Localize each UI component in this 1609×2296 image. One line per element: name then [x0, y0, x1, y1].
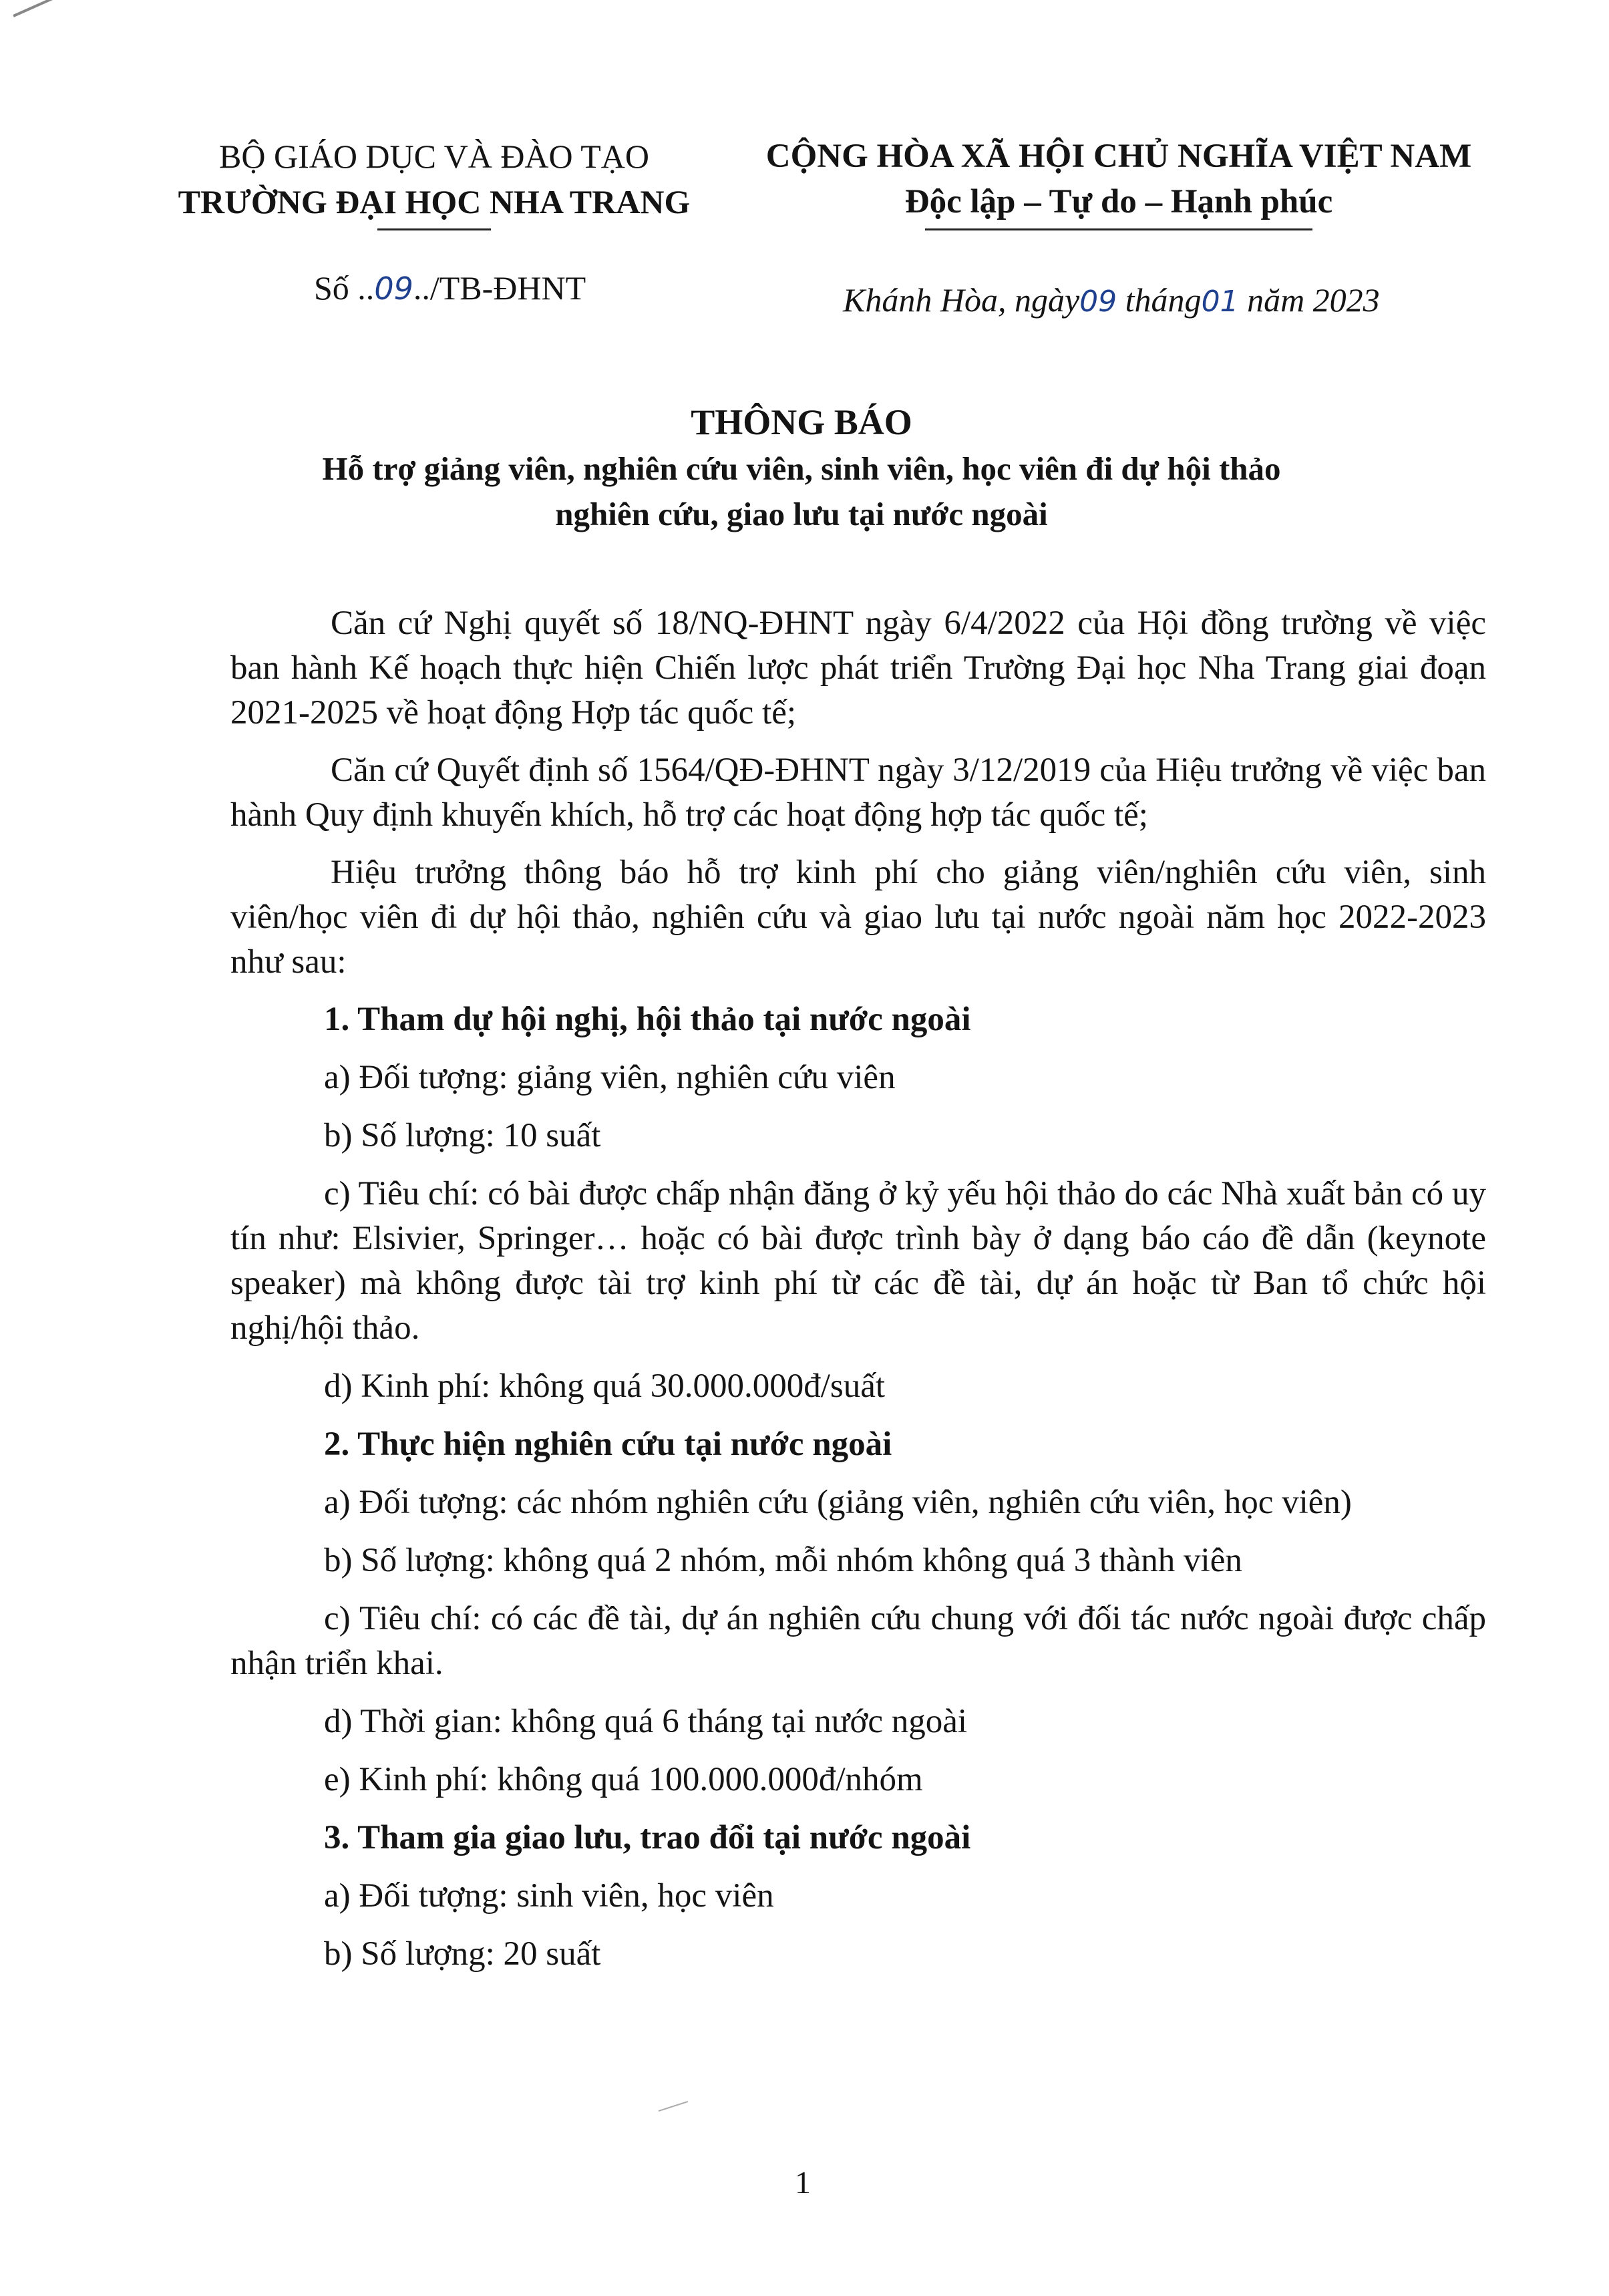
header-left — [147, 134, 721, 230]
header-right — [735, 134, 1503, 230]
nation-name: CỘNG HÒA XÃ HỘI CHỦ NGHĨA VIỆT NAM — [765, 138, 1472, 175]
page-number: 1 — [795, 2165, 811, 2200]
title-subject-line-1: Hỗ trợ giảng viên, nghiên cứu viên, sinh viên, học viên đi dự hội thảo — [322, 450, 1281, 487]
doc-number-suffix: ../TB-ĐHNT — [413, 269, 586, 307]
pen-mark — [659, 2101, 688, 2112]
section-2-item-c: c) Tiêu chí: có các đề tài, dự án nghiên cứu chung với đối tác nước ngoài được chấp nhận triển khai. — [230, 1600, 1486, 1682]
section-3-item-b: b) Số lượng: 20 suất — [324, 1935, 601, 1973]
national-motto: Độc lập – Tự do – Hạnh phúc — [904, 183, 1333, 220]
section-3-heading: 3. Tham gia giao lưu, trao đổi tại nước ngoài — [324, 1819, 971, 1856]
university-name: TRƯỜNG ĐẠI HỌC NHA TRANG — [178, 183, 691, 220]
intro-paragraph-1: Căn cứ Nghị quyết số 18/NQ-ĐHNT ngày 6/4/2022 của Hội đồng trường về việc ban hành Kế hoạch thực hiện Chiến lược phát triển Trường Đại học Nha Trang giai đoạn 2021-2025 về hoạt động Hợp tác quốc tế; — [230, 605, 1486, 731]
date-month: 01 — [1201, 285, 1239, 319]
doc-number-handwritten: 09 — [374, 271, 413, 307]
section-2-item-a: a) Đối tượng: các nhóm nghiên cứu (giảng viên, nghiên cứu viên, học viên) — [324, 1484, 1352, 1521]
document-body — [230, 601, 1486, 1990]
section-2-heading: 2. Thực hiện nghiên cứu tại nước ngoài — [324, 1426, 892, 1463]
document-number — [314, 269, 586, 307]
scan-mark — [13, 0, 93, 17]
header-right-underline — [925, 228, 1312, 230]
section-1-item-c: c) Tiêu chí: có bài được chấp nhận đăng ở kỷ yếu hội thảo do các Nhà xuất bản có uy tín như: Elsivier, Springer… hoặc có bài được trình bày ở dạng báo cáo đề dẫn (keynote speaker) mà không được tài trợ kinh phí từ các đề tài, dự án hoặc từ Ban tổ chức hội nghị/hội thảo. — [230, 1175, 1486, 1347]
title-subject-line-2: nghiên cứu, giao lưu tại nước ngoài — [555, 496, 1048, 532]
place-date — [843, 281, 1380, 319]
doc-number-prefix: Số .. — [314, 269, 375, 307]
place-date-prefix: Khánh Hòa, ngày — [843, 281, 1080, 319]
section-1-item-b: b) Số lượng: 10 suất — [324, 1117, 601, 1154]
date-day: 09 — [1079, 285, 1117, 319]
ministry-name: BỘ GIÁO DỤC VÀ ĐÀO TẠO — [219, 138, 649, 175]
section-2-item-d: d) Thời gian: không quá 6 tháng tại nước ngoài — [324, 1703, 968, 1740]
date-year: năm 2023 — [1247, 281, 1380, 319]
header-left-underline — [377, 228, 491, 230]
section-2-item-e: e) Kinh phí: không quá 100.000.000đ/nhóm — [324, 1761, 923, 1798]
month-label: tháng — [1125, 281, 1202, 319]
section-1-item-a: a) Đối tượng: giảng viên, nghiên cứu viên — [324, 1059, 896, 1096]
document-title: THÔNG BÁO — [691, 402, 912, 442]
intro-paragraph-2: Căn cứ Quyết định số 1564/QĐ-ĐHNT ngày 3/12/2019 của Hiệu trưởng về việc ban hành Quy định khuyến khích, hỗ trợ các hoạt động hợp tác quốc tế; — [230, 752, 1486, 834]
section-2-item-b: b) Số lượng: không quá 2 nhóm, mỗi nhóm không quá 3 thành viên — [324, 1542, 1242, 1579]
title-block — [134, 398, 1469, 537]
section-1-heading: 1. Tham dự hội nghị, hội thảo tại nước ngoài — [324, 1001, 971, 1038]
section-1-item-d: d) Kinh phí: không quá 30.000.000đ/suất — [324, 1367, 886, 1405]
section-3-item-a: a) Đối tượng: sinh viên, học viên — [324, 1877, 774, 1915]
intro-paragraph-3: Hiệu trưởng thông báo hỗ trợ kinh phí cho giảng viên/nghiên cứu viên, sinh viên/học viên đi dự hội thảo, nghiên cứu và giao lưu tại nước ngoài năm học 2022-2023 như sau: — [230, 854, 1486, 981]
